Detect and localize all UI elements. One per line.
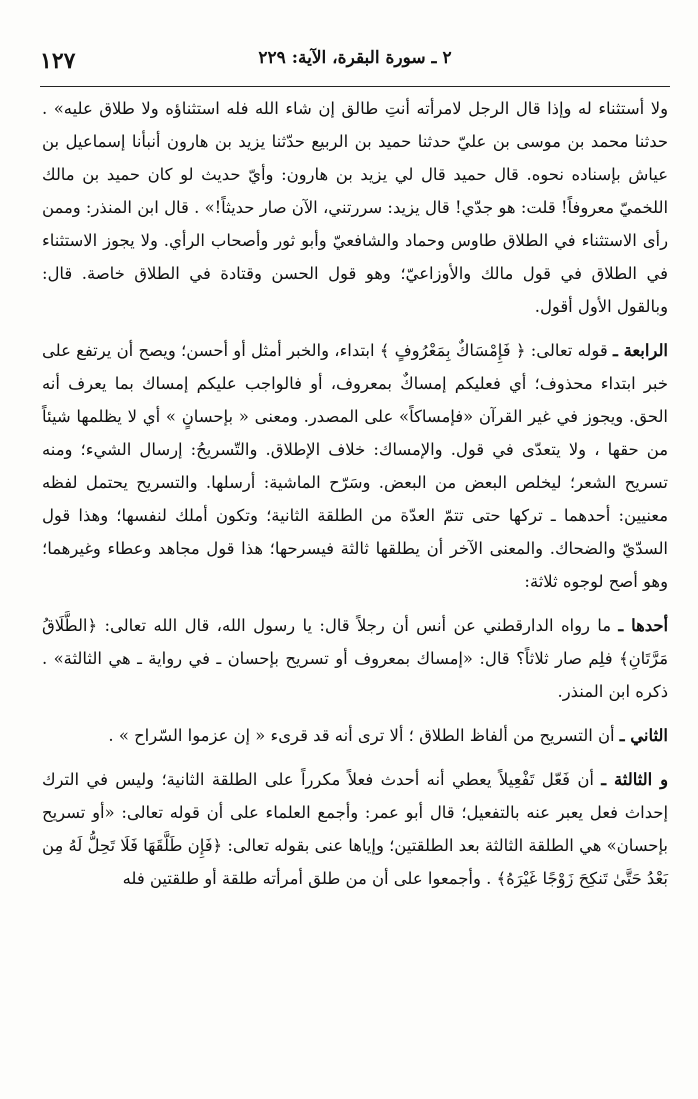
header-rule: [40, 86, 670, 87]
paragraph-fourth: [42, 334, 668, 598]
page-body: [42, 92, 668, 1069]
paragraph-text: ما رواه الدارقطني عن أنس أن رجلاً قال: يا رسول الله، قال الله تعالى: ﴿الطَّلَاقُ مَرَّتَانِ﴾ فلِم صار ثلاثاً؟ قال: «إمساك بمعروف أو تسريح بإحسان ـ في رواية ـ هي الثالثة» . ذكره ابن المنذر.: [42, 616, 668, 701]
paragraph-second-reason: [42, 719, 668, 752]
paragraph-text: قوله تعالى: ﴿ فَإِمْسَاكٌ بِمَعْرُوفٍ ﴾ ابتداء، والخبر أمثل أو أحسن؛ ويصح أن يرتفع على خبر ابتداء محذوف؛ أي فعليكم إمساكٌ بمعروف، أو فالواجب عليكم إمساك بما يعرف أنه الحق. ويجوز في غير القرآن «فإمساكاً» على المصدر. ومعنى « بإحسانٍ » أي لا يظلمها شيئاً من حقها ، ولا يتعدّى في قول. والإمساك: خلاف الإطلاق. والتّسريحُ: إرسال الشيء؛ ومنه تسريح الشعر؛ ليخلص البعض من البعض. وسَرّح الماشية: أرسلها. والتسريح يحتمل لفظه معنيين: أحدهما ـ تركها حتى تتمّ العدّة من الطلقة الثانية؛ وتكون أملك لنفسها؛ وهذا قول السدّيّ والضحاك. والمعنى الآخر أن يطلقها ثالثة فيسرحها؛ هذا قول مجاهد وعطاء وغيرهما؛ وهو أصح لوجوه ثلاثة:: [42, 341, 668, 591]
paragraph-lead: و الثالثة ـ: [601, 770, 668, 789]
paragraph-intro: [42, 92, 668, 323]
paragraph-first-reason: [42, 609, 668, 708]
paragraph-gap: [42, 752, 668, 763]
paragraph-gap: [42, 598, 668, 609]
paragraph-text: أن التسريح من ألفاظ الطلاق ؛ ألا ترى أنه قد قرىء « إن عزموا السّراح » .: [108, 726, 615, 745]
paragraph-lead: أحدها ـ: [618, 616, 669, 635]
paragraph-gap: [42, 708, 668, 719]
page-number: ١٢٧: [40, 48, 76, 74]
page-header: [40, 46, 670, 80]
paragraph-text: أن فَعّل تَفْعِيلاً يعطي أنه أحدث فعلاً مكرراً على الطلقة الثانية؛ وليس في الترك إحداث فعل يعبر عنه بالتفعيل؛ قال أبو عمر: وأجمع العلماء على أن قوله تعالى: «أو تسريح بإحسان» هي الطلقة الثالثة بعد الطلقتين؛ وإياها عنى بقوله تعالى: ﴿فَإِن طَلَّقَهَا فَلَا تَحِلُّ لَهُ مِن بَعْدُ حَتَّىٰ تَنكِحَ زَوْجًا غَيْرَهُ﴾ . وأجمعوا على أن من طلق أمرأته طلقة أو طلقتين فله: [42, 770, 668, 888]
paragraph-third-reason: [42, 763, 668, 895]
running-title: ٢ ـ سورة البقرة، الآية: ٢٢٩: [258, 48, 452, 68]
paragraph-gap: [42, 323, 668, 334]
paragraph-text: ولا أستثناء له وإذا قال الرجل لامرأته أنتِ طالق إن شاء الله فله استثناؤه ولا طلاق عليه» . حدثنا محمد بن موسى بن عليّ حدثنا حميد بن الربيع حدّثنا يزيد بن هارون أنبأنا إسماعيل بن عياش بإسناده نحوه. قال حميد قال لي يزيد بن هارون: وأيّ حديث لو كان حميد بن مالك اللخميّ معروفاً! قلت: هو جدّي! قال يزيد: سررتني، الآن صار حديثاً!» . قال ابن المنذر: وممن رأى الاستثناء في الطلاق طاوس وحماد والشافعيّ وأبو ثور وأصحاب الرأي. ولا يجوز الاستثناء في الطلاق في قول مالك والأوزاعيّ؛ وهو قول الحسن وقتادة في الطلاق خاصة. قال: وبالقول الأول أقول.: [42, 99, 668, 316]
paragraph-lead: الثاني ـ: [619, 726, 668, 745]
paragraph-lead: الرابعة ـ: [613, 341, 668, 360]
